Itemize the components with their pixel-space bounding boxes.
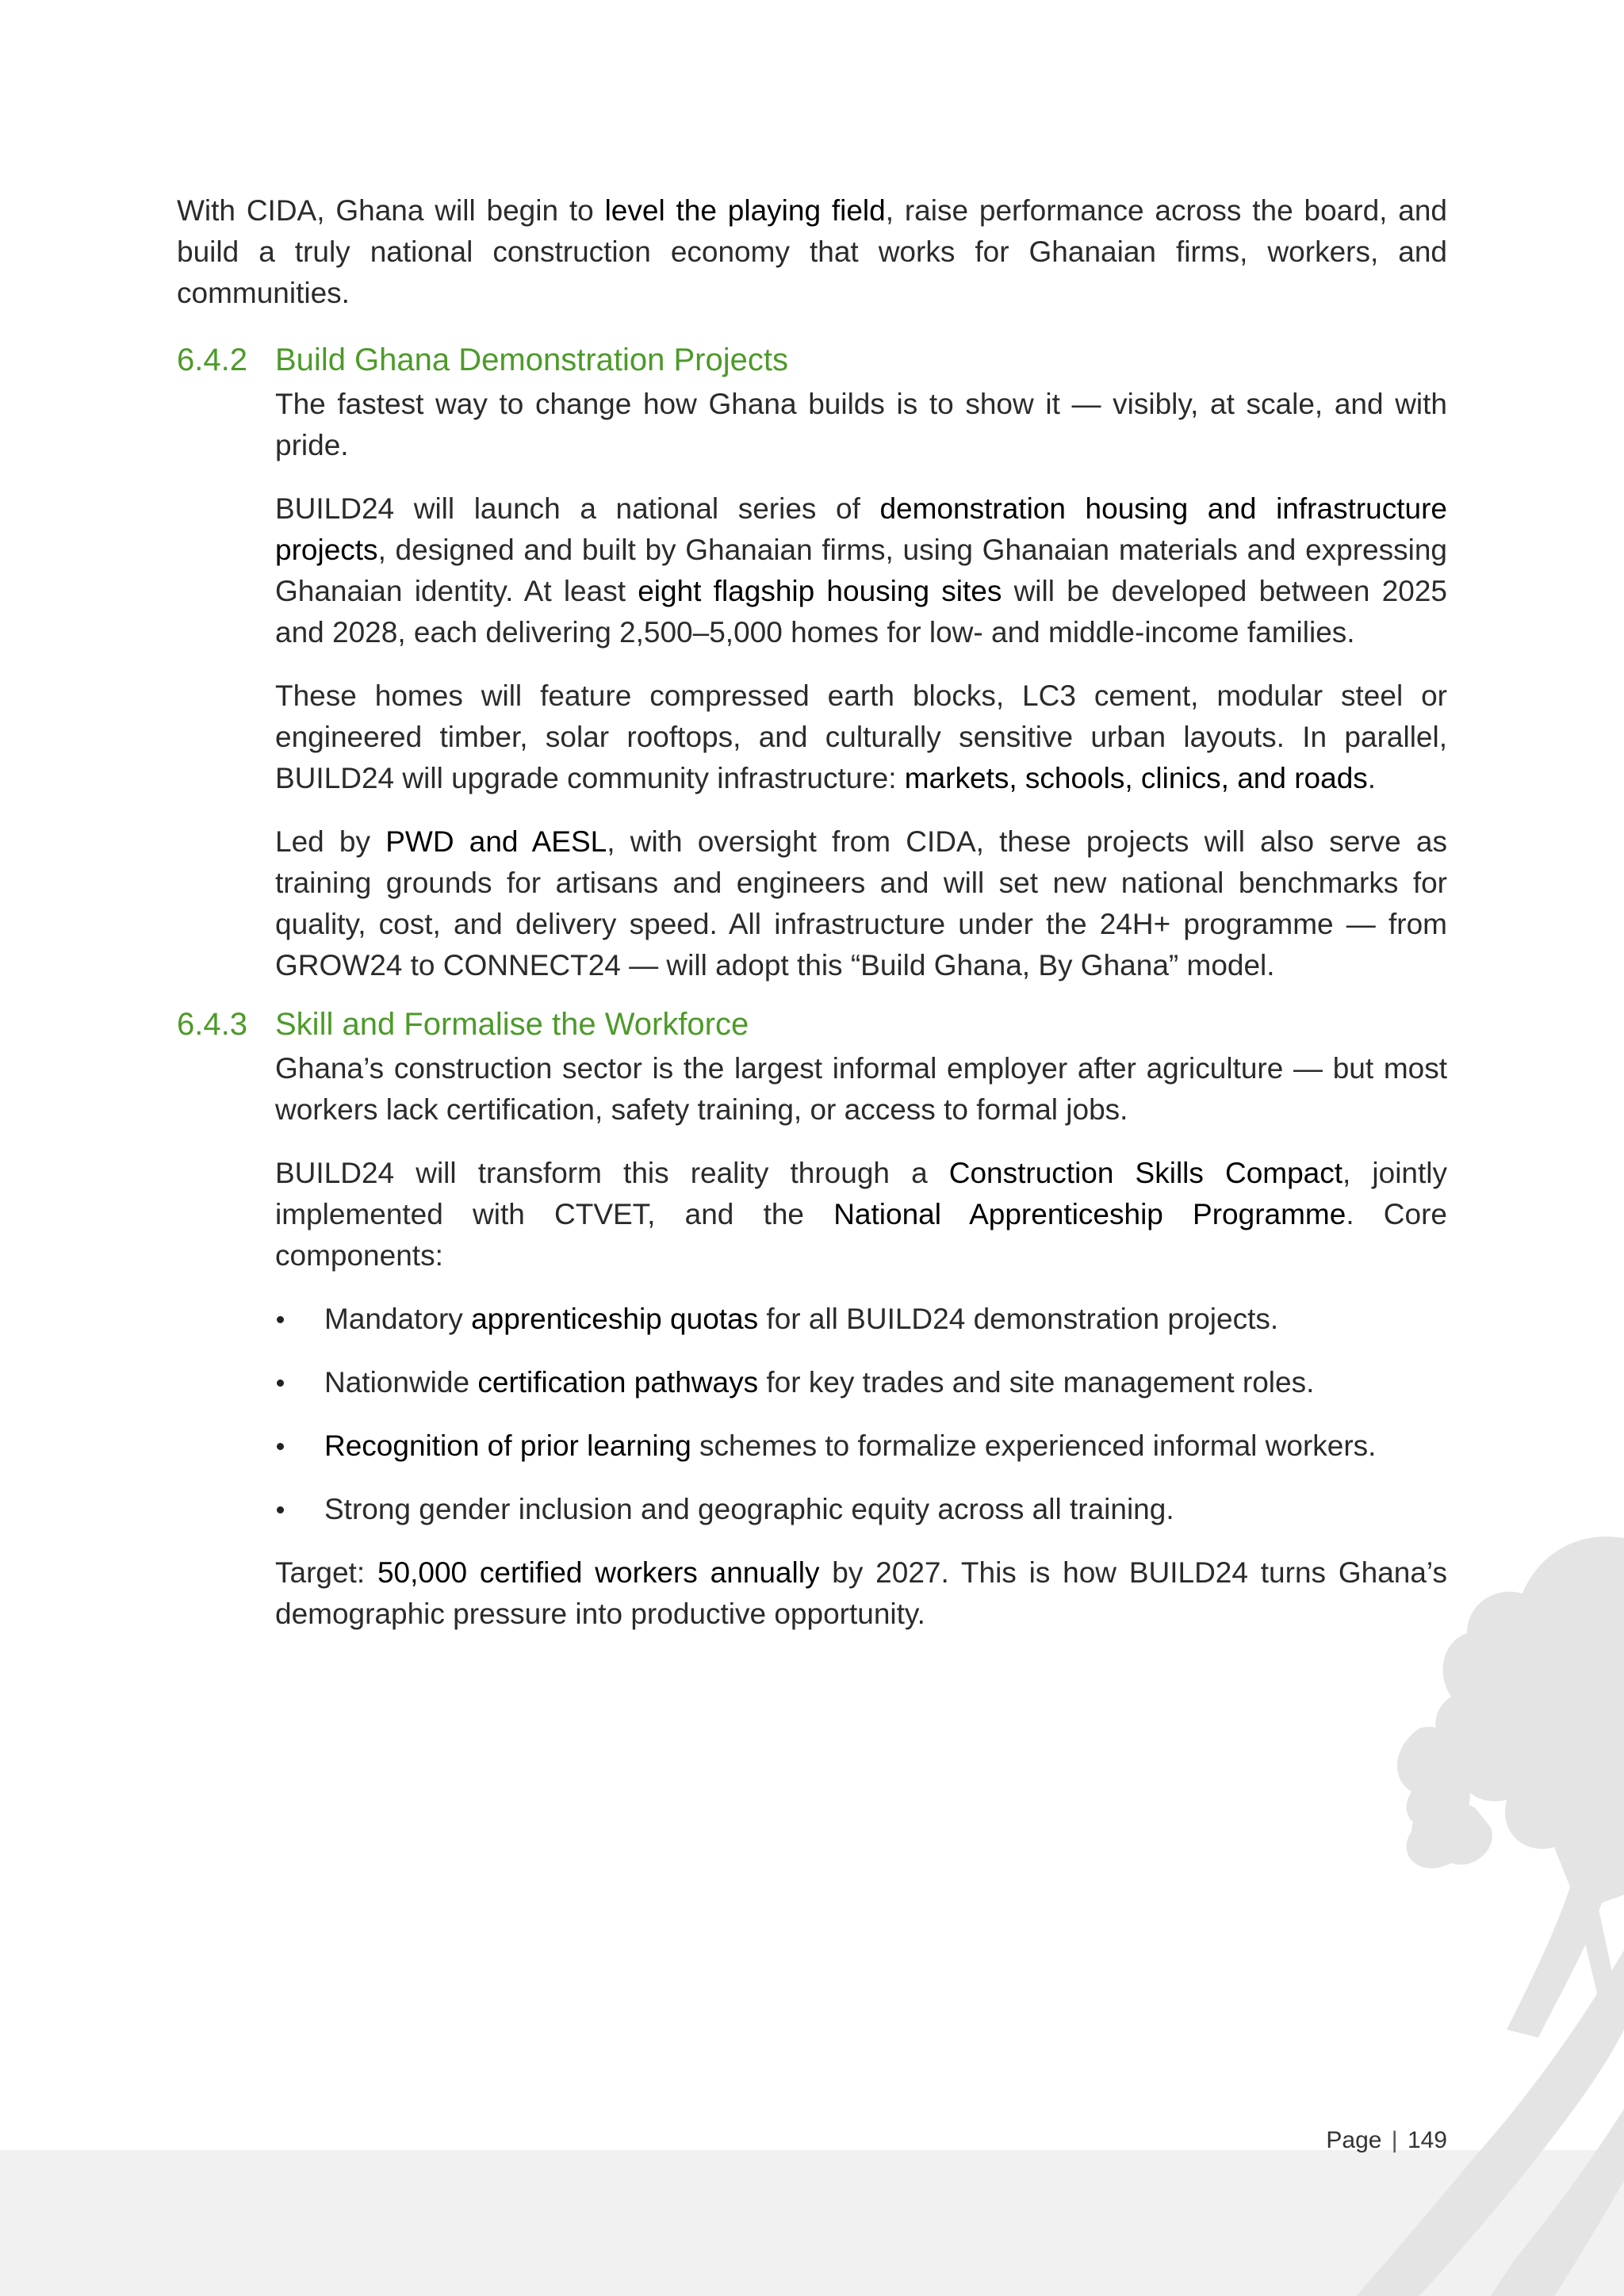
paragraph: These homes will feature compressed earth blocks, LC3 cement, modular steel or engineered timber, solar rooftops, and culturally sensitive urban layouts. In parallel, BUILD24 will upgrade community infrastructure: markets, schools, clinics, and roads. [275, 679, 1447, 794]
paragraph: BUILD24 will launch a national series of demonstration housing and infrastructure projects, designed and built by Ghanaian firms, using Ghanaian materials and expressing Ghanaian identity. At least eight flagship housing sites will be developed between 2025 and 2028, each delivering 2,500–5,000 homes for low- and middle-income families. [275, 492, 1447, 649]
bullet-icon [275, 1299, 324, 1340]
section-heading-6-4-3 [177, 1001, 1447, 1048]
section-title: Skill and Formalise the Workforce [275, 1007, 749, 1042]
paragraph: BUILD24 will transform this reality through a Construction Skills Compact, jointly implemented with CTVET, and the National Apprenticeship Programme. Core components: [275, 1157, 1448, 1272]
section-number: 6.4.2 [177, 342, 247, 377]
bullet-icon [275, 1425, 324, 1467]
page-content [177, 190, 1447, 1635]
list-item: Nationwide certification pathways for key trades and site management roles. [275, 1362, 1447, 1403]
target-paragraph: Target: 50,000 certified workers annually by 2027. This is how BUILD24 turns Ghana’s demographic pressure into productive opportunity. [275, 1556, 1447, 1630]
section-heading-6-4-2 [177, 336, 1447, 384]
bullet-icon [275, 1489, 324, 1530]
page-number-value: 149 [1407, 2127, 1447, 2153]
section-title: Build Ghana Demonstration Projects [275, 342, 788, 377]
section-number: 6.4.3 [177, 1007, 247, 1042]
bullet-icon [275, 1362, 324, 1403]
page-label: Page [1326, 2127, 1382, 2153]
intro-paragraph: With CIDA, Ghana will begin to level the playing field, raise performance across the board, and build a truly national construction economy that works for Ghanaian firms, workers, and communities. [177, 194, 1447, 309]
paragraph: The fastest way to change how Ghana builds is to show it — visibly, at scale, and with pride. [275, 388, 1447, 461]
list-item: Recognition of prior learning schemes to formalize experienced informal workers. [275, 1425, 1447, 1467]
paragraph: Led by PWD and AESL, with oversight from CIDA, these projects will also serve as training grounds for artisans and engineers and will set new national benchmarks for quality, cost, and delivery speed. All infrastructure under the 24H+ programme — from GROW24 to CONNECT24 — will adopt this “Build Ghana, By Ghana” model. [275, 825, 1447, 982]
list-item: Strong gender inclusion and geographic equity across all training. [275, 1489, 1447, 1530]
list-item: Mandatory apprenticeship quotas for all BUILD24 demonstration projects. [275, 1299, 1447, 1340]
paragraph: Ghana’s construction sector is the largest informal employer after agriculture — but most workers lack certification, safety training, or access to formal jobs. [275, 1052, 1447, 1126]
page-separator: | [1391, 2127, 1398, 2153]
page-number [1269, 2125, 1447, 2156]
